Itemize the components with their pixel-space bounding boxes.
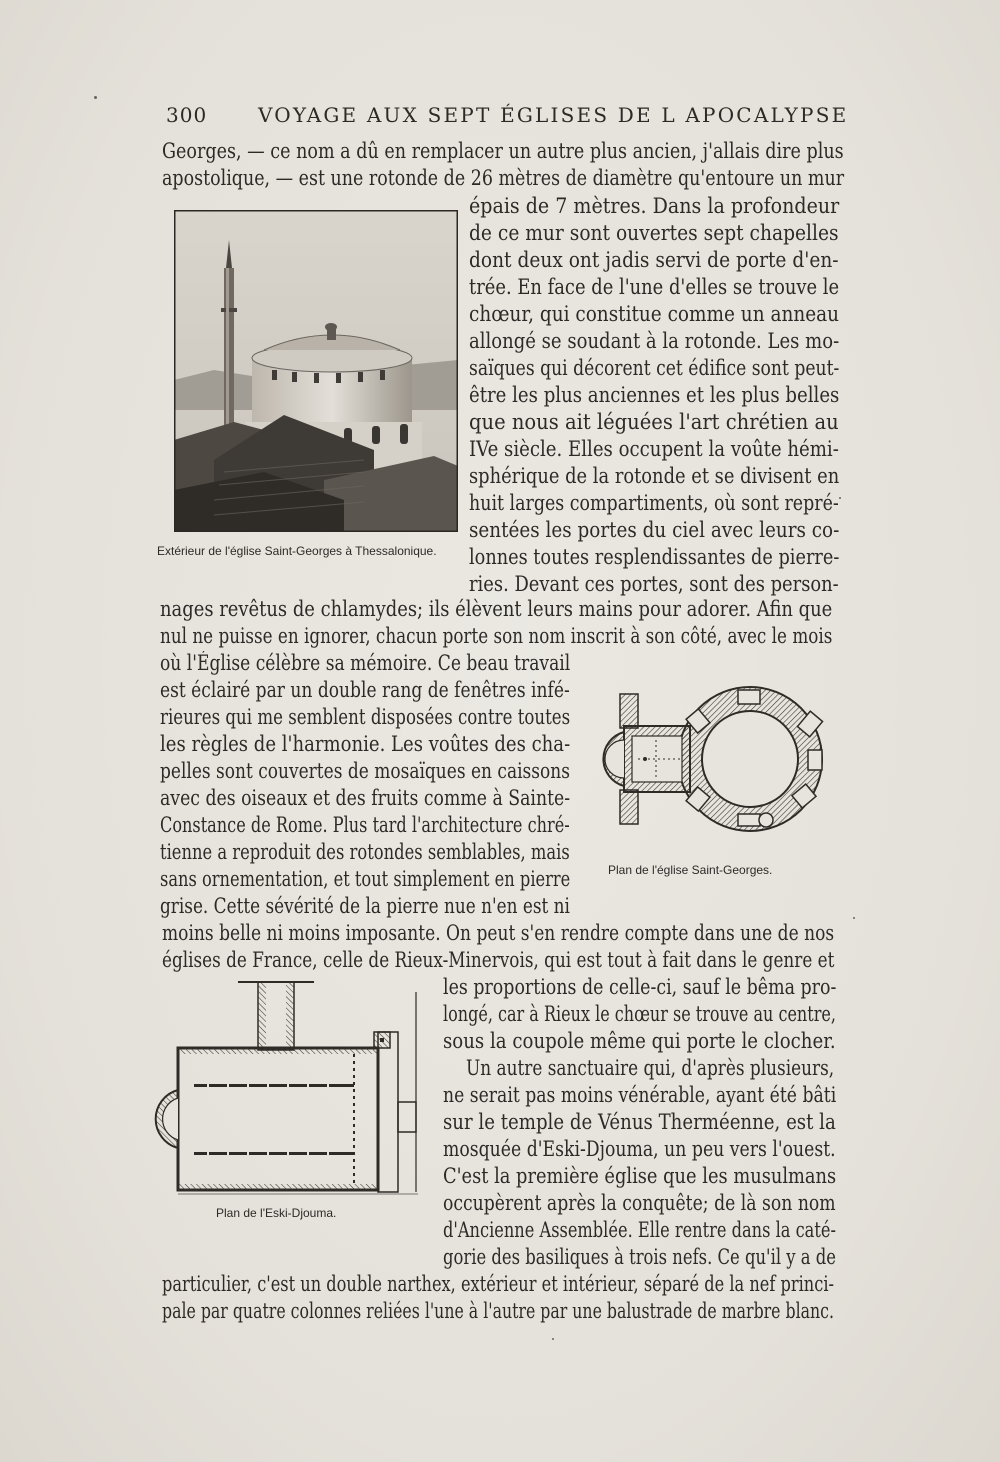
page-number: 300	[166, 103, 208, 127]
text-line-42: gorie des basiliques à trois nefs. Ce qu'il y a de	[443, 1245, 836, 1269]
text-line-9: saïques qui décorent cet édifice sont peut-	[469, 356, 840, 380]
text-line-37: sur le temple de Vénus Therméenne, est la	[443, 1110, 836, 1134]
text-line-16: lonnes toutes resplendissantes de pierre-	[469, 545, 840, 569]
text-line-18: nages revêtus de chlamydes; ils élèvent leurs mains pour adorer. Afin que	[160, 597, 833, 621]
text-line-10: être les plus anciennes et les plus belles	[469, 383, 840, 407]
plan-saint-georges	[590, 684, 835, 834]
text-line-40: occupèrent après la conquête; de là son nom	[443, 1191, 836, 1215]
text-line-25: avec des oiseaux et des fruits comme à Sainte-	[160, 786, 571, 810]
text-line-13: sphérique de la rotonde et se divisent en	[469, 464, 840, 488]
text-line-24: pelles sont couvertes de mosaïques en caissons	[160, 759, 570, 783]
text-line-6: trée. En face de l'une d'elles se trouve le	[469, 275, 840, 299]
text-line-34: sous la coupole même qui porte le clocher.	[443, 1029, 836, 1053]
text-line-41: d'Ancienne Assemblée. Elle rentre dans la caté-	[443, 1218, 836, 1242]
ink-speck	[839, 497, 841, 499]
text-line-21: est éclairé par un double rang de fenêtres infé-	[160, 678, 570, 702]
photo-saint-georges-exterior	[174, 210, 458, 532]
text-line-28: sans ornementation, et tout simplement en pierre	[160, 867, 571, 891]
text-line-44: pale par quatre colonnes reliées l'une à l'autre par une balustrade de marbre blanc.	[162, 1299, 834, 1323]
text-line-15: sentées les portes du ciel avec leurs co-	[469, 518, 840, 542]
text-line-23: les règles de l'harmonie. Les voûtes des cha-	[160, 732, 571, 756]
text-line-3: épais de 7 mètres. Dans la profondeur	[469, 194, 840, 218]
plan-eski-djouma-caption: Plan de l'Eski-Djouma.	[216, 1206, 337, 1220]
text-line-14: huit larges compartiments, où sont repré-	[469, 491, 839, 515]
text-line-7: chœur, qui constitue comme un anneau	[469, 302, 840, 326]
ink-speck	[853, 917, 855, 919]
text-line-36: ne serait pas moins vénérable, ayant été bâti	[443, 1083, 837, 1107]
text-line-12: IVe siècle. Elles occupent la voûte hémi-	[469, 437, 839, 461]
text-line-19: nul ne puisse en ignorer, chacun porte son nom inscrit à son côté, avec le mois	[160, 624, 833, 648]
text-line-38: mosquée d'Eski-Djouma, un peu vers l'ouest.	[443, 1137, 836, 1161]
ink-speck	[552, 1338, 554, 1340]
ink-speck	[94, 96, 97, 99]
text-line-20: où l'Église célèbre sa mémoire. Ce beau travail	[160, 651, 571, 675]
text-line-27: tienne a reproduit des rotondes semblables, mais	[160, 840, 570, 864]
text-line-2: apostolique, — est une rotonde de 26 mètres de diamètre qu'entoure un mur	[162, 166, 845, 190]
text-line-11: que nous ait léguées l'art chrétien au	[469, 410, 839, 434]
text-line-33: longé, car à Rieux le chœur se trouve au centre,	[443, 1002, 836, 1026]
text-line-17: ries. Devant ces portes, sont des person-	[469, 572, 839, 596]
text-line-1: Georges, — ce nom a dû en remplacer un autre plus ancien, j'allais dire plus	[162, 139, 844, 163]
text-line-39: C'est la première église que les musulmans	[443, 1164, 837, 1188]
text-line-31: églises de France, celle de Rieux-Minervois, qui est tout à fait dans le genre et	[162, 948, 835, 972]
photo-caption: Extérieur de l'église Saint-Georges à Thessalonique.	[157, 544, 437, 558]
text-line-4: de ce mur sont ouvertes sept chapelles	[469, 221, 839, 245]
running-title: VOYAGE AUX SEPT ÉGLISES DE L APOCALYPSE	[258, 103, 849, 127]
plan-eski-djouma	[148, 972, 426, 1200]
text-line-32: les proportions de celle-ci, sauf le bêma pro-	[443, 975, 837, 999]
text-line-29: grise. Cette sévérité de la pierre nue n'en est ni	[160, 894, 570, 918]
text-line-22: rieures qui me semblent disposées contre toutes	[160, 705, 571, 729]
text-line-8: allongé se soudant à la rotonde. Les mo-	[469, 329, 840, 353]
text-line-30: moins belle ni moins imposante. On peut s'en rendre compte dans une de nos	[162, 921, 835, 945]
text-line-5: dont deux ont jadis servi de porte d'en-	[469, 248, 839, 272]
text-line-26: Constance de Rome. Plus tard l'architecture chré-	[160, 813, 570, 837]
plan-saint-georges-caption: Plan de l'église Saint-Georges.	[608, 863, 773, 877]
text-line-43: particulier, c'est un double narthex, extérieur et intérieur, séparé de la nef princi-	[162, 1272, 834, 1296]
text-line-35: Un autre sanctuaire qui, d'après plusieurs,	[466, 1056, 835, 1080]
